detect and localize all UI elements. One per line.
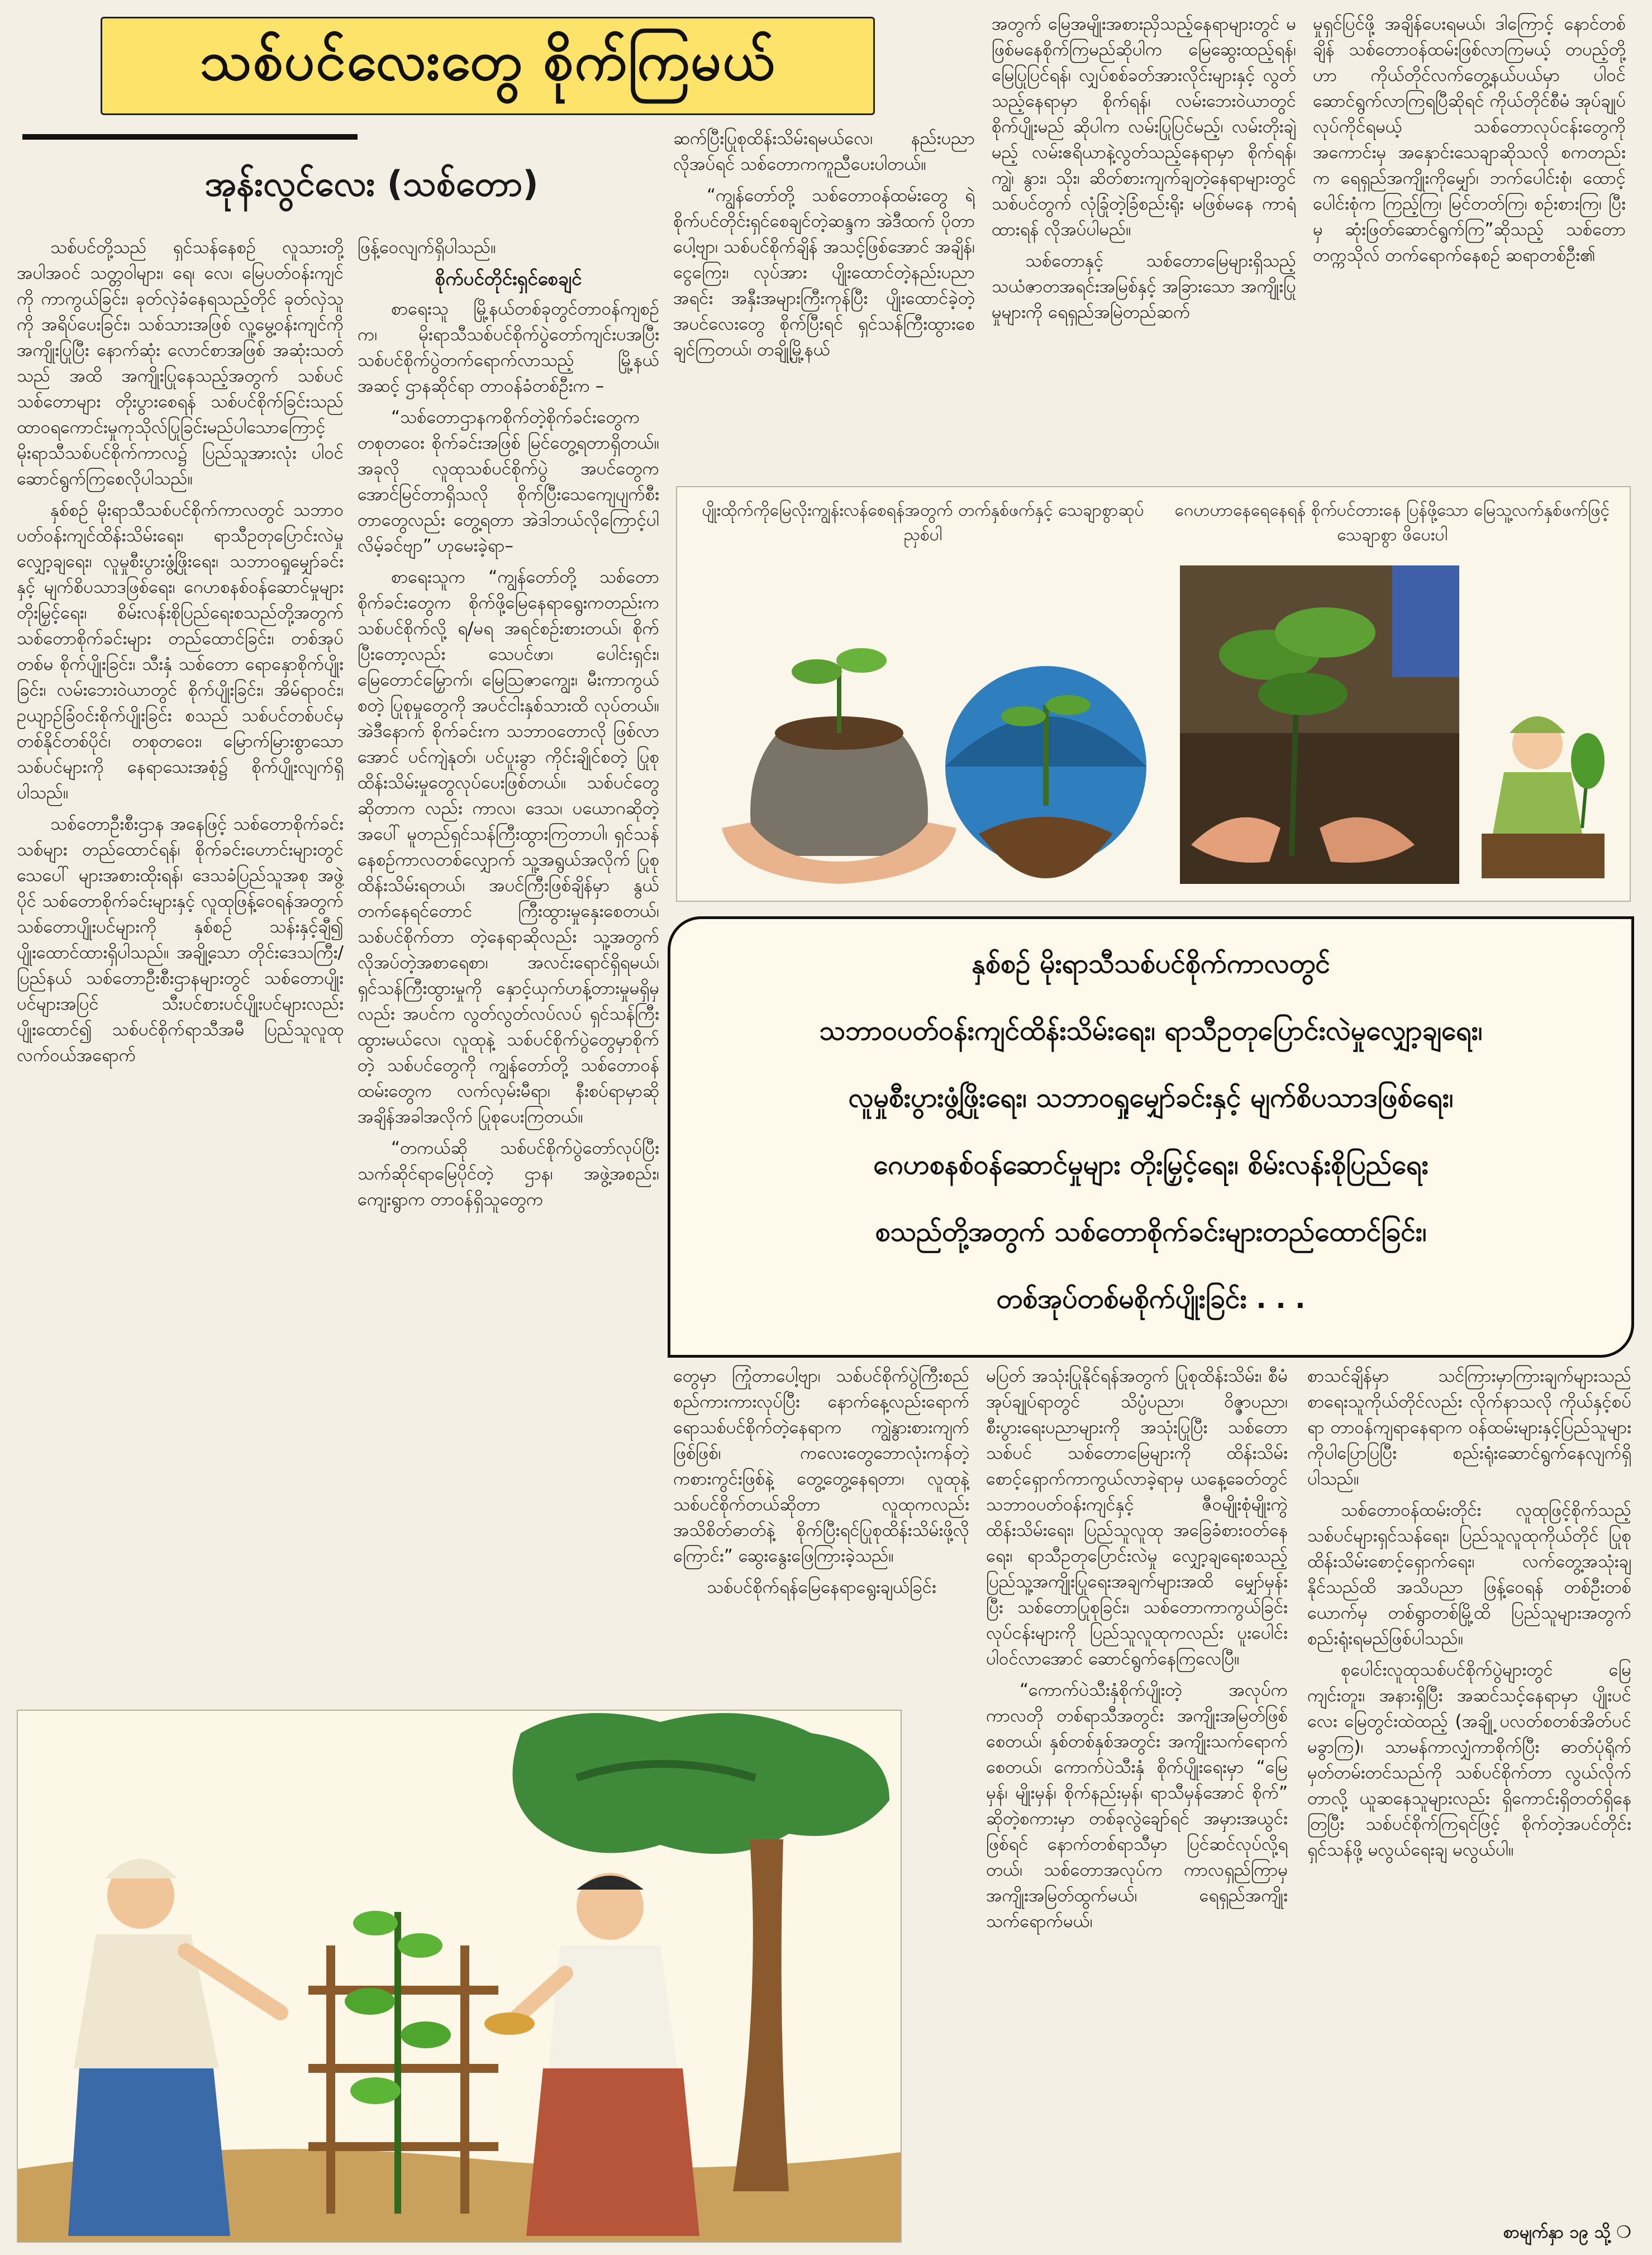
author-byline: အုန်းလွင်လေး (သစ်တော) [204, 163, 539, 204]
page-title: သစ်ပင်လေးတွေ စိုက်ကြမယ် [199, 30, 776, 92]
article-column-2 [358, 235, 659, 1699]
quote-line: ဂေဟစနစ်ဝန်ဆောင်မှုများ တိုးမြှင့်ရေး၊ စိမ်းလန်းစိုပြည်ရေး [873, 1149, 1429, 1181]
quote-line: စသည်တို့အတွက် သစ်တောစိုက်ခင်းများတည်ထောင်ခြင်း၊ [875, 1216, 1427, 1248]
quote-line: နှစ်စဉ် မိုးရာသီသစ်ပင်စိုက်ကာလတွင် [972, 948, 1330, 979]
article-column-lower-4 [1307, 1363, 1631, 2218]
cartoon-illustration [17, 1710, 902, 2243]
paragraph: နှစ်စဉ် မိုးရာသီသစ်ပင်စိုက်ကာလတွင် သဘာဝပတ်ဝန်းကျင်ထိန်းသိမ်းရေး၊ ရာသီဥတုပြောင်းလဲမှုလျှော့ချရေး၊ လူမှုစီးပွားဖွံ့ဖြိုးရေး၊ သဘာဝရှုမျှော်ခင်းနှင့် မျက်စိပသာဒဖြစ်ရေး၊ ဂေဟစနစ်ဝန်ဆောင်မှုများတိုးမြှင့်ရေး၊ စိမ်းလန်းစိုပြည်ရေးစသည်တို့အတွက် သစ်တောစိုက်ခင်းများ တည်ထောင်ခြင်း၊ တစ်အုပ်တစ်မ စိုက်ပျိုးခြင်း၊ သီးနှံ သစ်တော ရောနှောစိုက်ပျိုးခြင်း၊ လမ်းဘေးဝဲယာတွင် စိုက်ပျိုးခြင်း၊ အိမ်ရာဝင်း၊ ဥယျာဉ်ခြံဝင်းစိုက်ပျိုးခြင်း စသည် သစ်ပင်တစ်ပင်မှ တစ်နိုင်တစ်ပိုင်၊ တစုတဝေး၊ မြောက်မြားစွာသော သစ်ပင်များကို နေရာသေးအစုံ၌ စိုက်ပျိုးလျက်ရှိပါသည်။ [17, 500, 344, 803]
illustration-caption-right: ဂေဟဟာနေရေနေရန် စိုက်ပင်တားနေ ပြန်ဖို့သော မြေသူ့လက်နှစ်ဖက်ဖြင့် သေချာစွာ ဖိပေးပါ [1174, 501, 1610, 545]
paragraph: သစ်တောဦးစီးဌာန အနေဖြင့် သစ်တောစိုက်ခင်းသစ်များ တည်ထောင်ရန်၊ စိုက်ခင်းဟောင်းများတွင် သေပေါ် များအစားထိုးရန်၊ ဒေသခံပြည်သူအစု အဖွဲ့ပိုင် သစ်တောစိုက်ခင်းများနှင့် လူထုဖြန့်ဝေရန်အတွက် သစ်တောပျိုးပင်များကို နှစ်စဉ် သန်းနှင့်ချီ၍ ပျိုးထောင်ထားရှိပါသည်။ အချို့သော တိုင်းဒေသကြီး/ပြည်နယ် သစ်တောဦးစီးဌာနများတွင် သစ်တောပျိုးပင်များအပြင် သီးပင်စားပင်ပျိုးပင်များလည်း ပျိုးထောင်၍ သစ်ပင်စိုက်ရာသီအမီ ပြည်သူလူထု လက်ဝယ်အရောက် [17, 814, 344, 1065]
tree-planting-cartoon [18, 1711, 901, 2242]
continued-on-page: စာမျက်နှာ ၁၉ သို့ ❍ [1503, 2223, 1631, 2242]
article-column-lower-3 [986, 1363, 1288, 2246]
paragraph: “သစ်တောဌာနကစိုက်တဲ့စိုက်ခင်းတွေက တစုတဝေး စိုက်ခင်းအဖြစ် မြင်တွေ့ရတာရှိတယ်။ အခုလို လူထုသစ်ပင်စိုက်ပွဲ အပင်တွေက အောင်မြင်တာရှိသလို စိုက်ပြီးသေကျေပျက်စီးတာတွေလည်း တွေ့ရတာ အဲဒါဘယ်လိုကြောင့်ပါလိမ့်ခင်ဗျာ” ဟုမေးခဲ့ရာ– [358, 407, 659, 556]
subheading: စိုက်ပင်တိုင်းရှင်စေချင် [435, 268, 582, 289]
paragraph: “တကယ်ဆို သစ်ပင်စိုက်ပွဲတော်လုပ်ပြီး သက်ဆိုင်ရာမြေပိုင်တဲ့ ဌာန၊ အဖွဲ့အစည်း၊ ကျေးရွာက တာဝန်ရှိသူတွေက [358, 1138, 659, 1210]
paragraph: သစ်တောဝန်ထမ်းတိုင်း လူထုဖြင့်စိုက်သည့် သစ်ပင်များရှင်သန်ရေး၊ ပြည်သူလူထုကိုယ်တိုင် ပြုစုထိန်းသိမ်းစောင့်ရှောက်ရေး၊ လက်တွေ့အသုံးချနိုင်သည်ထိ အသိပညာ ဖြန့်ဝေရန် တစ်ဦးတစ်ယောက်မှ တစ်ရွာတစ်မြို့ထိ ပြည်သူများအတွက် စည်းရုံးရမည်ဖြစ်ပါသည်။ [1307, 1500, 1631, 1649]
paragraph: “ကျွန်တော်တို့ သစ်တောဝန်ထမ်းတွေ ရဲ့ စိုက်ပင်တိုင်းရှင်စေချင်တဲ့ဆန္ဒက အဲဒီထက် ပိုတာပေါ့ဗျာ၊ သစ်ပင်စိုက်ချိန် အသင့်ဖြစ်အောင် အချိန်၊ ငွေကြေး၊ လုပ်အား ပျိုးထောင်တဲ့နည်းပညာအရင်း အနှီးအများကြီးကုန်ပြီး ပျိုးထောင်ခဲ့တဲ့ အပင်လေးတွေ စိုက်ပြီးရင် ရှင်သန်ကြီးထွားစေချင်ကြတယ်၊ တချို့မြို့နယ် [673, 185, 975, 360]
article-column-3 [673, 126, 975, 472]
article-column-lower-2 [673, 1363, 969, 1699]
planting-illustration [676, 486, 1631, 902]
illustration-caption-left: ပျိုးထိုက်ကိုမြေလိုးကျွန်းလန်စေရန်အတွက် တက်နှစ်ဖက်နှင့် သေချာစွာဆုပ်ညှစ်ပါ [702, 501, 1144, 545]
paragraph: မှုရှင်ပြင်ဖို့ အချိန်ပေးရမယ်၊ ဒါကြောင့် နောင်တစ်ချိန် သစ်တောဝန်ထမ်းဖြစ်လာကြမယ့် တပည့်တို့ဟာ ကိုယ်တိုင်လက်တွေ့နယ်ပယ်မှာ ပါဝင်ဆောင်ရွက်လာကြရပြီဆိုရင် ကိုယ်တိုင်စီမံ အုပ်ချုပ် လုပ်ကိုင်ရမယ့် သစ်တောလုပ်ငန်းတွေကို အကောင်းမှ အနှောင်းသေချာဆိုသလို စကတည်းက ရေရှည်အကျိုးကိုမျှော်၊ ဘက်ပေါင်းစုံ၊ ထောင့်ပေါင်းစုံက ကြည့်ကြ၊ မြင်တတ်ကြ၊ စဉ်းစားကြ၊ ပြီးမှ ဆုံးဖြတ်ဆောင်ရွက်ကြ”ဆိုသည့် သစ်တောတက္ကသိုလ် တက်ရောက်နေစဉ် ဆရာတစ်ဦး၏ [1313, 14, 1626, 265]
paragraph: ဖြန့်ဝေလျက်ရှိပါသည်။ [358, 237, 496, 258]
planting-hands-image [688, 565, 1618, 889]
headline-banner [101, 17, 875, 115]
paragraph: တွေမှာ ကြုံတာပေါ့ဗျာ၊ သစ်ပင်စိုက်ပွဲကြီးစည်စည်ကားကားလုပ်ပြီး နောက်နေ့လည်းရောက်ရောသစ်ပင်စိုက်တဲ့နေရာက ကျွဲနွားစားကျက် ဖြစ်ဖြစ်၊ ကလေးတွေဘောလုံးကန်တဲ့ ကစားကွင်းဖြစ်နဲ့ တွေ့တွေ့နေရတာ၊ လူထုနဲ့ သစ်ပင်စိုက်တယ်ဆိုတာ လူထုကလည်း အသိစိတ်ဓာတ်နဲ့ စိုက်ပြီးရင်ပြုစုထိန်းသိမ်းဖို့လိုကြောင်း” ဆွေးနွေးဖြေကြားခဲ့သည်။ [673, 1366, 969, 1566]
paragraph: သစ်တောနှင့် သစ်တောမြေများရှိသည့် သယံဇာတအရင်းအမြစ်နှင့် အခြားသော အကျိုးပြုမှုများကို ရေရှည်အမြဲတည်ဆက် [992, 251, 1296, 322]
paragraph: စာရေးသူ မြို့နယ်တစ်ခုတွင်တာဝန်ကျစဉ်က၊ မိုးရာသီသစ်ပင်စိုက်ပွဲတော်ကျင်းပအပြီး သစ်ပင်စိုက်ပွဲတက်ရောက်လာသည့် မြို့နယ်အဆင့် ဌာနဆိုင်ရာ တာဝန်ခံတစ်ဦးက – [358, 299, 659, 396]
quote-line: သဘာဝပတ်ဝန်းကျင်ထိန်းသိမ်းရေး၊ ရာသီဥတုပြောင်းလဲမှုလျှော့ချရေး၊ [819, 1015, 1483, 1046]
paragraph: သစ်ပင်တို့သည် ရှင်သန်နေစဉ် လူသားတို့အပါအဝင် သတ္တဝါများ၊ ရေ၊ လေ၊ မြေပတ်ဝန်းကျင်ကို ကာကွယ်ခြင်း၊ ခုတ်လှဲခံနေရသည့်တိုင် ခုတ်လှဲသူကို အရိပ်ပေးခြင်း၊ သစ်သားအဖြစ် လူ့မွေ့ဝန်းကျင်ကိုအကျိုးပြုပြီး နောက်ဆုံး လောင်စာအဖြစ် အဆုံးသတ်သည် အထိ အကျိုးပြုနေသည့်အတွက် သစ်ပင်သစ်တောများ တိုးပွားစေရန် သစ်ပင်စိုက်ခြင်းသည် ထာဝရကောင်းမှုကုသိုလ်ပြုခြင်းမည်ပါသောကြောင့် မိုးရာသီသစ်ပင်စိုက်ကာလ၌ ပြည်သူအားလုံး ပါဝင်ဆောင်ရွက်ကြစေလိုပါသည်။ [17, 237, 344, 489]
paragraph: “ကောက်ပဲသီးနှံစိုက်ပျိုးတဲ့ အလုပ်က ကာလတို တစ်ရာသီအတွင်း အကျိုးအမြတ်ဖြစ်စေတယ်၊ နှစ်တစ်နှစ်အတွင်း အကျိုးသက်ရောက်စေတယ်၊ ကောက်ပဲသီးနှံ စိုက်ပျိုးရေးမှာ “မြေမှန်၊ မျိုးမှန်၊ စိုက်နည်းမှန်၊ ရာသီမှန်အောင် စိုက်” ဆိုတဲ့စကားမှာ တစ်ခုလွဲချော်ရင် အမှားအယွင်းဖြစ်ရင် နောက်တစ်ရာသီမှာ ပြင်ဆင်လုပ်လို့ရတယ်၊ သစ်တောအလုပ်က ကာလရှည်ကြာမှ အကျိုးအမြတ်ထွက်မယ်၊ ရေရှည်အကျိုးသက်ရောက်မယ်၊ [986, 1680, 1288, 1932]
paragraph: စာရေးသူက “ကျွန်တော်တို့ သစ်တောစိုက်ခင်းတွေက စိုက်ဖို့မြေနေရာရွေးကတည်းက သစ်ပင်စိုက်လို့ ရ/မရ အရင်စဉ်းစားတယ်၊ စိုက်ပြီးတော့လည်း သေပင်ဖာ၊ ပေါင်းရှင်း၊ မြေတောင်မြှောက်၊ မြေဩဇာကျွေး၊ မီးကာကွယ်စတဲ့ ပြုစုမှုတွေကို အပင်ငါးနှစ်သားထိ လုပ်တယ်။ အဲဒီနောက် စိုက်ခင်းက သဘာဝတောလို ဖြစ်လာအောင် ပင်ကျဲနုတ်၊ ပင်ပူးခွာ ကိုင်းချိုင်စတဲ့ ပြုစုထိန်းသိမ်းမှုတွေလုပ်ပေးဖြစ်တယ်။ သစ်ပင်တွေဆိုတာက လည်း ကာလ၊ ဒေသ၊ ပယောဂဆိုတဲ့အပေါ် မူတည်ရှင်သန်ကြီးထွားကြတာပါ၊ ရှင်သန်နေစဉ်ကာလတစ်လျှောက် သူ့အရွယ်အလိုက် ပြုစုထိန်းသိမ်းရတယ်၊ အပင်ကြီးဖြစ်ချိန်မှာ နွယ်တက်နေရင်တောင် ကြီးထွားမှုနှေးစေတယ်၊ သစ်ပင်စိုက်တာ တဲ့နေရာဆိုလည်း သူ့အတွက်လိုအပ်တဲ့အစာရေစာ၊ အလင်းရောင်ရှိရမယ်၊ ရှင်သန်ကြီးထွားမှုကို နှောင့်ယှက်ဟန့်တားမှုမရှိမှလည်း အပင်က လွတ်လွတ်လပ်လပ် ရှင်သန်ကြီးထွားမယ်လေ၊ လူထုနဲ့ သစ်ပင်စိုက်ပွဲတွေမှာစိုက်တဲ့ သစ်ပင်တွေကို ကျွန်တော်တို့ သစ်တောဝန်ထမ်းတွေက လက်လှမ်းမီရာ၊ နီးစပ်ရာမှာဆို အချိန်အခါအလိုက် ပြုစုပေးကြတယ်။ [358, 567, 659, 1127]
article-column-5 [1313, 11, 1626, 472]
quote-line: လူမှုစီးပွားဖွံ့ဖြိုးရေး၊ သဘာဝရှုမျှော်ခင်းနှင့် မျက်စိပသာဒဖြစ်ရေး၊ [848, 1082, 1454, 1114]
article-column-4 [992, 11, 1296, 472]
paragraph: မပြတ် အသုံးပြုနိုင်ရန်အတွက် ပြုစုထိန်းသိမ်း၊ စီမံအုပ်ချုပ်ရာတွင် သိပ္ပံပညာ၊ ဝိဇ္ဇာပညာ၊ စီးပွားရေးပညာများကို အသုံးပြုပြီး သစ်တောသစ်ပင် သစ်တောမြေများကို ထိန်းသိမ်းစောင့်ရှောက်ကာကွယ်လာခဲ့ရာမှ ယနေ့ခေတ်တွင် သဘာဝပတ်ဝန်းကျင်နှင့် ဇီဝမျိုးစုံမျိုးကွဲ ထိန်းသိမ်းရေး၊ ပြည်သူလူထု အခြေခံစားဝတ်နေရေး၊ ရာသီဥတုပြောင်းလဲမှု လျှော့ချရေးစသည့် ပြည်သူ့အကျိုးပြုရေးအချက်များအထိ မျှော်မှန်းပြီး သစ်တောပြုစုခြင်း၊ သစ်တောကာကွယ်ခြင်း လုပ်ငန်းများကို ပြည်သူလူထုကလည်း ပူးပေါင်းပါဝင်လာအောင် ဆောင်ရွက်နေကြလေပြီ။ [986, 1366, 1288, 1669]
paragraph: စာသင်ချိန်မှာ သင်ကြားမှာကြားချက်များသည် စာရေးသူကိုယ်တိုင်လည်း လိုက်နာသလို ကိုယ်နှင့်စပ်ရာ တာဝန်ကျရာနေရာက ဝန်ထမ်းများနှင့်ပြည်သူများကိုပါပြောပြပြီး စည်းရုံးဆောင်ရွက်နေလျက်ရှိပါသည်။ [1307, 1366, 1631, 1489]
paragraph: သစ်ပင်စိုက်ရန်မြေနေရာရွေးချယ်ခြင်း [707, 1577, 936, 1597]
paragraph: ဆက်ပြီးပြုစုထိန်းသိမ်းရမယ်လေ၊ နည်းပညာလိုအပ်ရင် သစ်တောကကူညီပေးပါတယ်။ [673, 129, 975, 174]
title-rule [22, 134, 358, 140]
article-column-1 [17, 235, 344, 1699]
paragraph: အတွက် မြေအမျိုးအစားညှိသည့်နေရာများတွင် မဖြစ်မနေစိုက်ကြမည်ဆိုပါက မြေဆွေးထည့်ရန်၊ မြေပြုပြင်ရန်၊ လျှပ်စစ်ခတ်အားလိုင်းများနှင့် လွတ်သည့်နေရာမှာ စိုက်ရန်၊ လမ်းဘေးဝဲယာတွင်စိုက်ပျိုးမည် ဆိုပါက လမ်းပြုပြင်မည့်၊ လမ်းတိုးချဲ့မည့် လမ်းဧရိယာနဲ့လွတ်သည့်နေရာမှာ စိုက်ရန်၊ ကျွဲ၊ နွား၊ သိုး၊ ဆိတ်စားကျက်ချတဲ့နေရာများတွင် သစ်ပင်တွက် လုံခြုံတဲ့ခြံစည်းရိုး မဖြစ်မနေ ကာရံထားရန် လိုအပ်ပါမည်။ [992, 14, 1296, 240]
quote-line: တစ်အုပ်တစ်မစိုက်ပျိုးခြင်း . . . [996, 1283, 1306, 1315]
paragraph: စုပေါင်းလူထုသစ်ပင်စိုက်ပွဲများတွင် မြေကျင်းတူး၊ အနားရှိပြီး အဆင်သင့်နေရာမှာ ပျိုးပင်လေး မြေတွင်းထဲထည့် (အချို့ ပလတ်စတစ်အိတ်ပင် မခွာကြ)၊ သာမန်ကာလျှံကာစိုက်ပြီး ဓာတ်ပုံရိုက်မှတ်တမ်းတင်သည်ကို သစ်ပင်စိုက်တာ လွယ်လိုက်တာလို့ ယူဆနေသူများလည်း ရှိကောင်းရှိတတ်ရှိနေတြပြီး သစ်ပင်စိုက်ကြရင်ဖြင့် စိုက်တဲ့အပင်တိုင်းရှင်သန်ဖို့ မလွယ်ရေးချ မလွယ်ပါ။ [1307, 1660, 1631, 1860]
pull-quote-box [668, 916, 1634, 1358]
